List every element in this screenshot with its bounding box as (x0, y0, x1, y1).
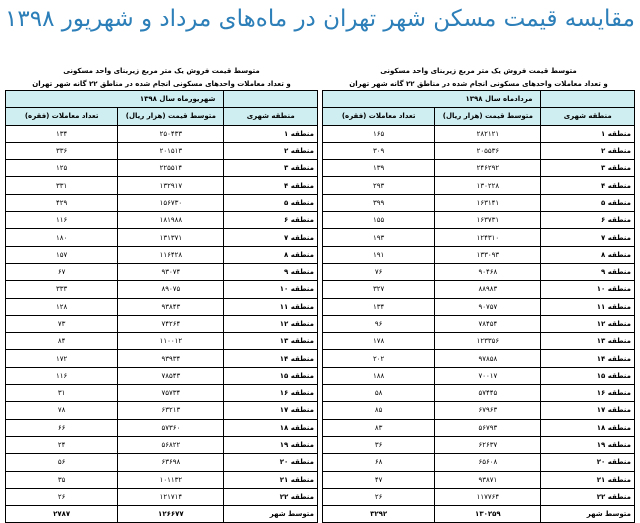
cell-region: منطقه ۱۹ (541, 436, 635, 453)
cell-transactions: ۱۵۵ (323, 212, 435, 229)
cell-avg-price: ۲۰۱۵۱۳ (118, 142, 224, 159)
cell-region: منطقه ۱۱ (541, 298, 635, 315)
cell-avg-price: ۹۳۸۷۱ (435, 471, 541, 488)
col-header-price: متوسط قیمت (هزار ریال) (435, 108, 541, 125)
table-row (323, 367, 635, 384)
table-row (6, 298, 318, 315)
table-row (323, 402, 635, 419)
cell-avg-price: ۹۳۰۷۴ (118, 263, 224, 280)
cell-avg-price: ۶۳۶۹۸ (118, 454, 224, 471)
cell-transactions: ۸۵ (323, 402, 435, 419)
table-body (6, 125, 318, 523)
cell-region: منطقه ۵ (541, 194, 635, 211)
table-row (323, 246, 635, 263)
cell-transactions: ۱۹۳ (323, 229, 435, 246)
panel-caption: متوسط قیمت فروش یک متر مربع زیربنای واحد مسکونی (63, 67, 260, 75)
col-header-region: منطقه شهری (541, 108, 635, 125)
panel-shahrivar (5, 64, 318, 523)
table-row (6, 385, 318, 402)
cell-avg-price: ۱۱۷۷۶۴ (435, 488, 541, 505)
cell-transactions: ۲۶ (6, 488, 118, 505)
table-row (323, 194, 635, 211)
cell-transactions: ۱۶۵ (323, 125, 435, 142)
cell-transactions: ۳۲۷ (323, 281, 435, 298)
cell-transactions: ۷۳ (6, 315, 118, 332)
cell-transactions: ۱۲۸ (6, 298, 118, 315)
table-row (6, 471, 318, 488)
cell-transactions: ۶۶ (6, 419, 118, 436)
cell-region: منطقه ۴ (224, 177, 318, 194)
cell-avg-price: ۷۸۴۵۴ (435, 315, 541, 332)
cell-region: منطقه ۱۴ (541, 350, 635, 367)
cell-region: منطقه ۲۱ (541, 471, 635, 488)
cell-transactions: ۱۹۱ (323, 246, 435, 263)
cell-region: منطقه ۶ (541, 212, 635, 229)
cell-transactions: ۳۹۹ (323, 194, 435, 211)
cell-transactions: ۵۸ (323, 385, 435, 402)
table-row (6, 125, 318, 142)
table-row (6, 281, 318, 298)
table-row (323, 298, 635, 315)
cell-avg-price: ۱۳۰۲۵۹ (435, 506, 541, 523)
table-row (6, 350, 318, 367)
panel-mordad (322, 64, 635, 523)
cell-avg-price: ۹۳۸۴۳ (118, 298, 224, 315)
cell-avg-price: ۹۷۸۵۸ (435, 350, 541, 367)
cell-region: منطقه ۲۰ (541, 454, 635, 471)
cell-avg-price: ۱۰۱۱۳۲ (118, 471, 224, 488)
cell-transactions: ۳۱ (6, 385, 118, 402)
cell-transactions: ۱۳۹ (323, 160, 435, 177)
cell-region: منطقه ۱۹ (224, 436, 318, 453)
cell-avg-price: ۱۵۶۷۳۰ (118, 194, 224, 211)
cell-avg-price: ۷۸۵۴۳ (118, 367, 224, 384)
cell-region: منطقه ۱۶ (541, 385, 635, 402)
cell-avg-price: ۱۸۱۹۸۸ (118, 212, 224, 229)
cell-region: منطقه ۳ (541, 160, 635, 177)
cell-avg-price: ۶۲۶۳۷ (435, 436, 541, 453)
cell-region: منطقه ۱۳ (224, 333, 318, 350)
cell-avg-price: ۶۵۶۰۸ (435, 454, 541, 471)
cell-transactions: ۲۶ (323, 488, 435, 505)
cell-avg-price: ۱۳۰۲۲۸ (435, 177, 541, 194)
cell-avg-price: ۱۲۶۶۷۷ (118, 506, 224, 523)
cell-region: منطقه ۱۸ (224, 419, 318, 436)
cell-avg-price: ۷۵۷۳۴ (118, 385, 224, 402)
cell-region: منطقه ۵ (224, 194, 318, 211)
cell-transactions: ۲۹۳ (323, 177, 435, 194)
cell-transactions: ۲۴ (6, 436, 118, 453)
cell-transactions: ۱۷۲ (6, 350, 118, 367)
table-row (6, 229, 318, 246)
col-header-count: تعداد معاملات (فقره) (6, 108, 118, 125)
cell-transactions: ۳۳۳ (6, 281, 118, 298)
cell-avg-price: ۹۰۴۶۸ (435, 263, 541, 280)
cell-region: منطقه ۲۲ (541, 488, 635, 505)
table-row (6, 367, 318, 384)
cell-avg-price: ۱۲۴۳۱۰ (435, 229, 541, 246)
cell-transactions: ۳۵ (6, 471, 118, 488)
cell-transactions: ۱۱۶ (6, 367, 118, 384)
city-average-row (6, 506, 318, 523)
cell-transactions: ۱۵۷ (6, 246, 118, 263)
cell-region: منطقه ۲۱ (224, 471, 318, 488)
header-blank (224, 91, 318, 108)
page-title: مقایسه قیمت مسکن شهر تهران در ماه‌های مرداد و شهریور ۱۳۹۸ (5, 6, 635, 32)
table-row (323, 315, 635, 332)
cell-avg-price: ۱۶۳۱۴۱ (435, 194, 541, 211)
cell-avg-price: ۹۳۹۳۴ (118, 350, 224, 367)
cell-avg-price: ۶۷۹۶۳ (435, 402, 541, 419)
cell-transactions: ۳۰۹ (323, 142, 435, 159)
panel-caption-sub: و تعداد معاملات واحدهای مسکونی انجام شده در مناطق ۲۲ گانه شهر تهران (349, 80, 608, 88)
cell-region: منطقه ۱۲ (541, 315, 635, 332)
cell-avg-price: ۹۰۷۵۷ (435, 298, 541, 315)
cell-avg-price: ۱۶۳۷۳۱ (435, 212, 541, 229)
cell-avg-price: ۲۵۰۴۳۳ (118, 125, 224, 142)
table-row (323, 333, 635, 350)
cell-avg-price: ۷۴۲۶۴ (118, 315, 224, 332)
col-header-region: منطقه شهری (224, 108, 318, 125)
cell-region: منطقه ۱۱ (224, 298, 318, 315)
cell-region: منطقه ۲ (541, 142, 635, 159)
cell-region: منطقه ۱۴ (224, 350, 318, 367)
cell-transactions: ۱۳۴ (323, 298, 435, 315)
cell-avg-price: ۷۰۰۱۷ (435, 367, 541, 384)
panel-caption-sub: و تعداد معاملات واحدهای مسکونی انجام شده در مناطق ۲۲ گانه شهر تهران (32, 80, 291, 88)
cell-region: متوسط شهر (224, 506, 318, 523)
cell-transactions: ۳۳۶ (6, 142, 118, 159)
cell-region: منطقه ۱۳ (541, 333, 635, 350)
cell-region: منطقه ۹ (541, 263, 635, 280)
cell-region: منطقه ۱ (224, 125, 318, 142)
cell-avg-price: ۲۲۵۵۱۴ (118, 160, 224, 177)
table-row (323, 125, 635, 142)
table-row (323, 281, 635, 298)
cell-transactions: ۳۲۹۲ (323, 506, 435, 523)
cell-transactions: ۱۸۰ (6, 229, 118, 246)
cell-region: منطقه ۸ (224, 246, 318, 263)
table-row (323, 142, 635, 159)
cell-region: منطقه ۶ (224, 212, 318, 229)
cell-avg-price: ۱۱۶۴۲۸ (118, 246, 224, 263)
table-row (6, 160, 318, 177)
cell-transactions: ۳۶ (323, 436, 435, 453)
cell-avg-price: ۵۶۷۹۳ (435, 419, 541, 436)
cell-transactions: ۹۶ (323, 315, 435, 332)
cell-region: منطقه ۷ (224, 229, 318, 246)
cell-avg-price: ۲۰۵۵۳۶ (435, 142, 541, 159)
table-row (323, 385, 635, 402)
cell-transactions: ۴۷ (323, 471, 435, 488)
cell-region: منطقه ۱۷ (541, 402, 635, 419)
price-table-mordad (322, 90, 635, 523)
month-header: مردادماه سال ۱۳۹۸ (323, 91, 541, 108)
cell-region: منطقه ۱۶ (224, 385, 318, 402)
table-row (6, 454, 318, 471)
cell-region: منطقه ۳ (224, 160, 318, 177)
cell-transactions: ۶۷ (6, 263, 118, 280)
cell-avg-price: ۵۶۸۲۲ (118, 436, 224, 453)
city-average-row (323, 506, 635, 523)
table-row (323, 177, 635, 194)
table-row (323, 263, 635, 280)
cell-region: منطقه ۸ (541, 246, 635, 263)
table-row (6, 263, 318, 280)
col-header-price: متوسط قیمت (هزار ریال) (118, 108, 224, 125)
table-row (6, 419, 318, 436)
cell-transactions: ۳۳۱ (6, 177, 118, 194)
month-header: شهریورماه سال ۱۳۹۸ (6, 91, 224, 108)
cell-region: منطقه ۱۰ (541, 281, 635, 298)
table-row (323, 488, 635, 505)
cell-region: منطقه ۲۰ (224, 454, 318, 471)
col-header-count: تعداد معاملات (فقره) (323, 108, 435, 125)
cell-region: منطقه ۱۵ (541, 367, 635, 384)
cell-avg-price: ۶۳۲۱۳ (118, 402, 224, 419)
cell-region: منطقه ۹ (224, 263, 318, 280)
cell-avg-price: ۸۸۹۸۳ (435, 281, 541, 298)
cell-transactions: ۸۳ (323, 419, 435, 436)
cell-region: منطقه ۲ (224, 142, 318, 159)
cell-transactions: ۷۸ (6, 402, 118, 419)
cell-avg-price: ۱۳۱۳۷۱ (118, 229, 224, 246)
cell-transactions: ۵۶ (6, 454, 118, 471)
cell-avg-price: ۱۱۰۰۱۲ (118, 333, 224, 350)
price-table-shahrivar (5, 90, 318, 523)
cell-region: منطقه ۴ (541, 177, 635, 194)
cell-region: منطقه ۱ (541, 125, 635, 142)
table-body (323, 125, 635, 523)
cell-region: منطقه ۱۰ (224, 281, 318, 298)
cell-region: منطقه ۲۲ (224, 488, 318, 505)
cell-transactions: ۲۰۲ (323, 350, 435, 367)
cell-avg-price: ۱۳۳۰۹۳ (435, 246, 541, 263)
cell-avg-price: ۸۹۰۷۵ (118, 281, 224, 298)
table-row (323, 212, 635, 229)
table-row (323, 471, 635, 488)
cell-avg-price: ۵۷۳۶۰ (118, 419, 224, 436)
table-row (6, 177, 318, 194)
cell-region: منطقه ۷ (541, 229, 635, 246)
cell-avg-price: ۲۸۲۱۲۱ (435, 125, 541, 142)
cell-transactions: ۴۲۹ (6, 194, 118, 211)
table-row (6, 315, 318, 332)
table-row (6, 488, 318, 505)
table-row (323, 419, 635, 436)
table-row (6, 402, 318, 419)
cell-transactions: ۲۷۸۷ (6, 506, 118, 523)
table-row (323, 436, 635, 453)
cell-avg-price: ۲۴۶۲۹۲ (435, 160, 541, 177)
cell-transactions: ۷۶ (323, 263, 435, 280)
table-row (323, 160, 635, 177)
cell-transactions: ۱۷۸ (323, 333, 435, 350)
table-row (6, 142, 318, 159)
cell-region: منطقه ۱۷ (224, 402, 318, 419)
panel-caption: متوسط قیمت فروش یک متر مربع زیربنای واحد مسکونی (380, 67, 577, 75)
header-blank (541, 91, 635, 108)
table-row (6, 212, 318, 229)
cell-avg-price: ۱۲۳۳۵۶ (435, 333, 541, 350)
cell-avg-price: ۵۷۴۴۵ (435, 385, 541, 402)
cell-avg-price: ۱۳۲۹۱۷ (118, 177, 224, 194)
table-row (323, 350, 635, 367)
table-row (323, 229, 635, 246)
cell-region: منطقه ۱۸ (541, 419, 635, 436)
table-row (323, 454, 635, 471)
cell-avg-price: ۱۲۱۷۱۴ (118, 488, 224, 505)
cell-region: متوسط شهر (541, 506, 635, 523)
table-row (6, 333, 318, 350)
table-row (6, 194, 318, 211)
cell-transactions: ۸۴ (6, 333, 118, 350)
cell-transactions: ۱۱۶ (6, 212, 118, 229)
table-row (6, 436, 318, 453)
cell-transactions: ۶۸ (323, 454, 435, 471)
cell-transactions: ۱۲۵ (6, 160, 118, 177)
table-row (6, 246, 318, 263)
cell-transactions: ۱۳۴ (6, 125, 118, 142)
cell-transactions: ۱۸۸ (323, 367, 435, 384)
cell-region: منطقه ۱۲ (224, 315, 318, 332)
cell-region: منطقه ۱۵ (224, 367, 318, 384)
